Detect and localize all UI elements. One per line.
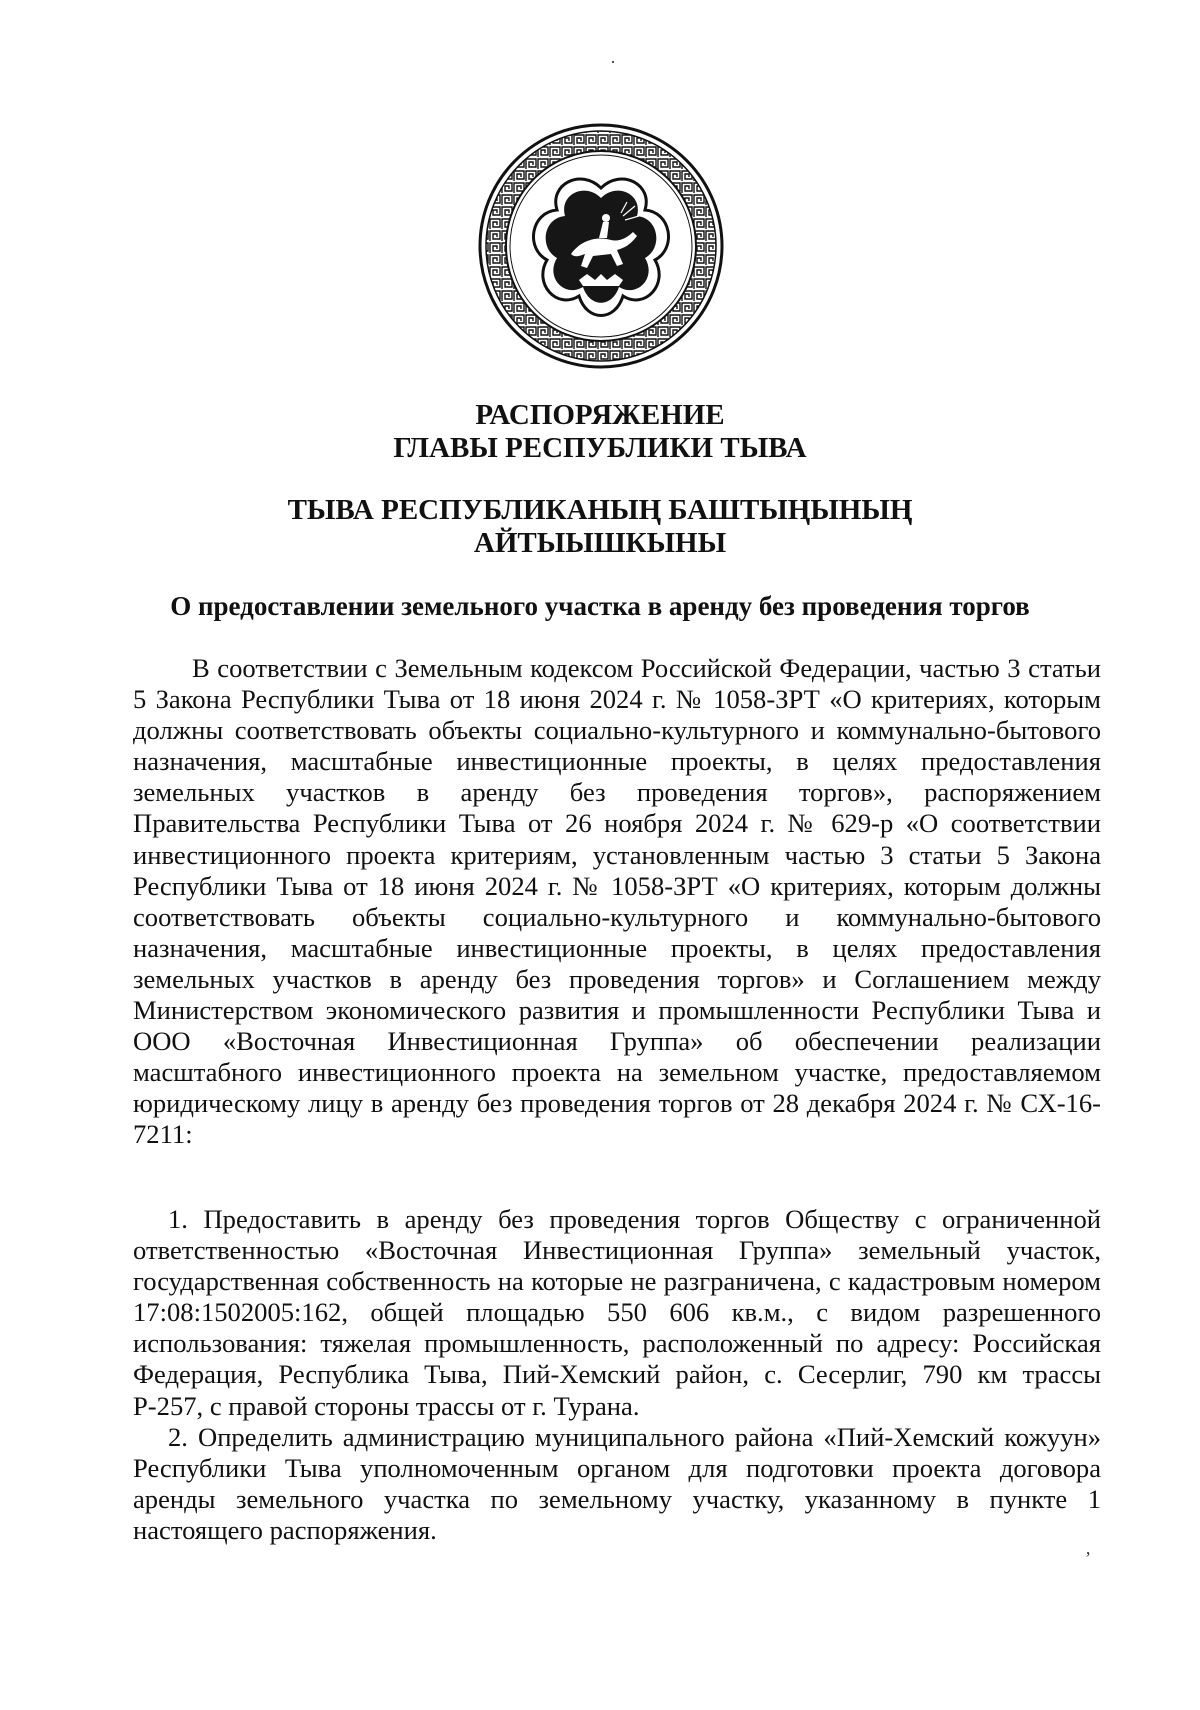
tuvan-title-line1: ТЫВА РЕСПУБЛИКАНЫҢ БАШТЫҢЫНЫҢ bbox=[287, 494, 913, 526]
order-item-1: 1. Предоставить в аренду без проведения торгов Обществу с ограниченной ответственностью «Восточная Инвестиционная Группа» земельный участок, государственная собственность на которые не разграничена, с кадастровым номером 17:08:1502005:162, общей площадью 550 606 кв.м., с видом разрешенного использования: тяжелая промышленность, расположенный по адресу: Российская Федерация, Республика Тыва, Пий-Хемский район, с. Сесерлиг, 790 км трассы Р-257, с правой стороны трассы от г. Турана. bbox=[133, 1204, 1101, 1421]
scan-mark-bottom: ʼ bbox=[1085, 1548, 1091, 1568]
document-type-title: РАСПОРЯЖЕНИЕ bbox=[475, 399, 725, 431]
scan-mark-top: · bbox=[610, 52, 616, 72]
preamble-paragraph: В соответствии с Земельным кодексом Российской Федерации, частью 3 статьи 5 Закона Республики Тыва от 18 июня 2024 г. № 1058-ЗРТ «О критериях, которым должны соответствовать объекты социально-культурного и коммунально-бытового назначения, масштабные инвестиционные проекты, в целях предоставления земельных участков в аренду без проведения торгов», распоряжением Правительства Республики Тыва от 26 ноября 2024 г. № 629-р «О соответствии инвестиционного проекта критериям, установленным частью 3 статьи 5 Закона Республики Тыва от 18 июня 2024 г. № 1058-ЗРТ «О критериях, которым должны соответствовать объекты социально-культурного и коммунально-бытового назначения, масштабные инвестиционные проекты, в целях предоставления земельных участков в аренду без проведения торгов» и Соглашением между Министерством экономического развития и промышленности Республики Тыва и ООО «Восточная Инвестиционная Группа» об обеспечении реализации масштабного инвестиционного проекта на земельном участке, предоставляемом юридическому лицу в аренду без проведения торгов от 28 декабря 2024 г. № СХ-16-7211: bbox=[133, 653, 1101, 1150]
coat-of-arms-emblem bbox=[477, 122, 725, 370]
issuer-title: ГЛАВЫ РЕСПУБЛИКИ ТЫВА bbox=[393, 432, 807, 464]
document-subject: О предоставлении земельного участка в аренду без проведения торгов bbox=[170, 591, 1030, 621]
tuvan-title-line2: АЙТЫЫШКЫНЫ bbox=[473, 527, 727, 559]
order-item-2: 2. Определить администрацию муниципального района «Пий-Хемский кожуун» Республики Тыва уполномоченным органом для подготовки проекта договора аренды земельного участка по земельному участку, указанному в пункте 1 настоящего распоряжения. bbox=[133, 1422, 1101, 1546]
